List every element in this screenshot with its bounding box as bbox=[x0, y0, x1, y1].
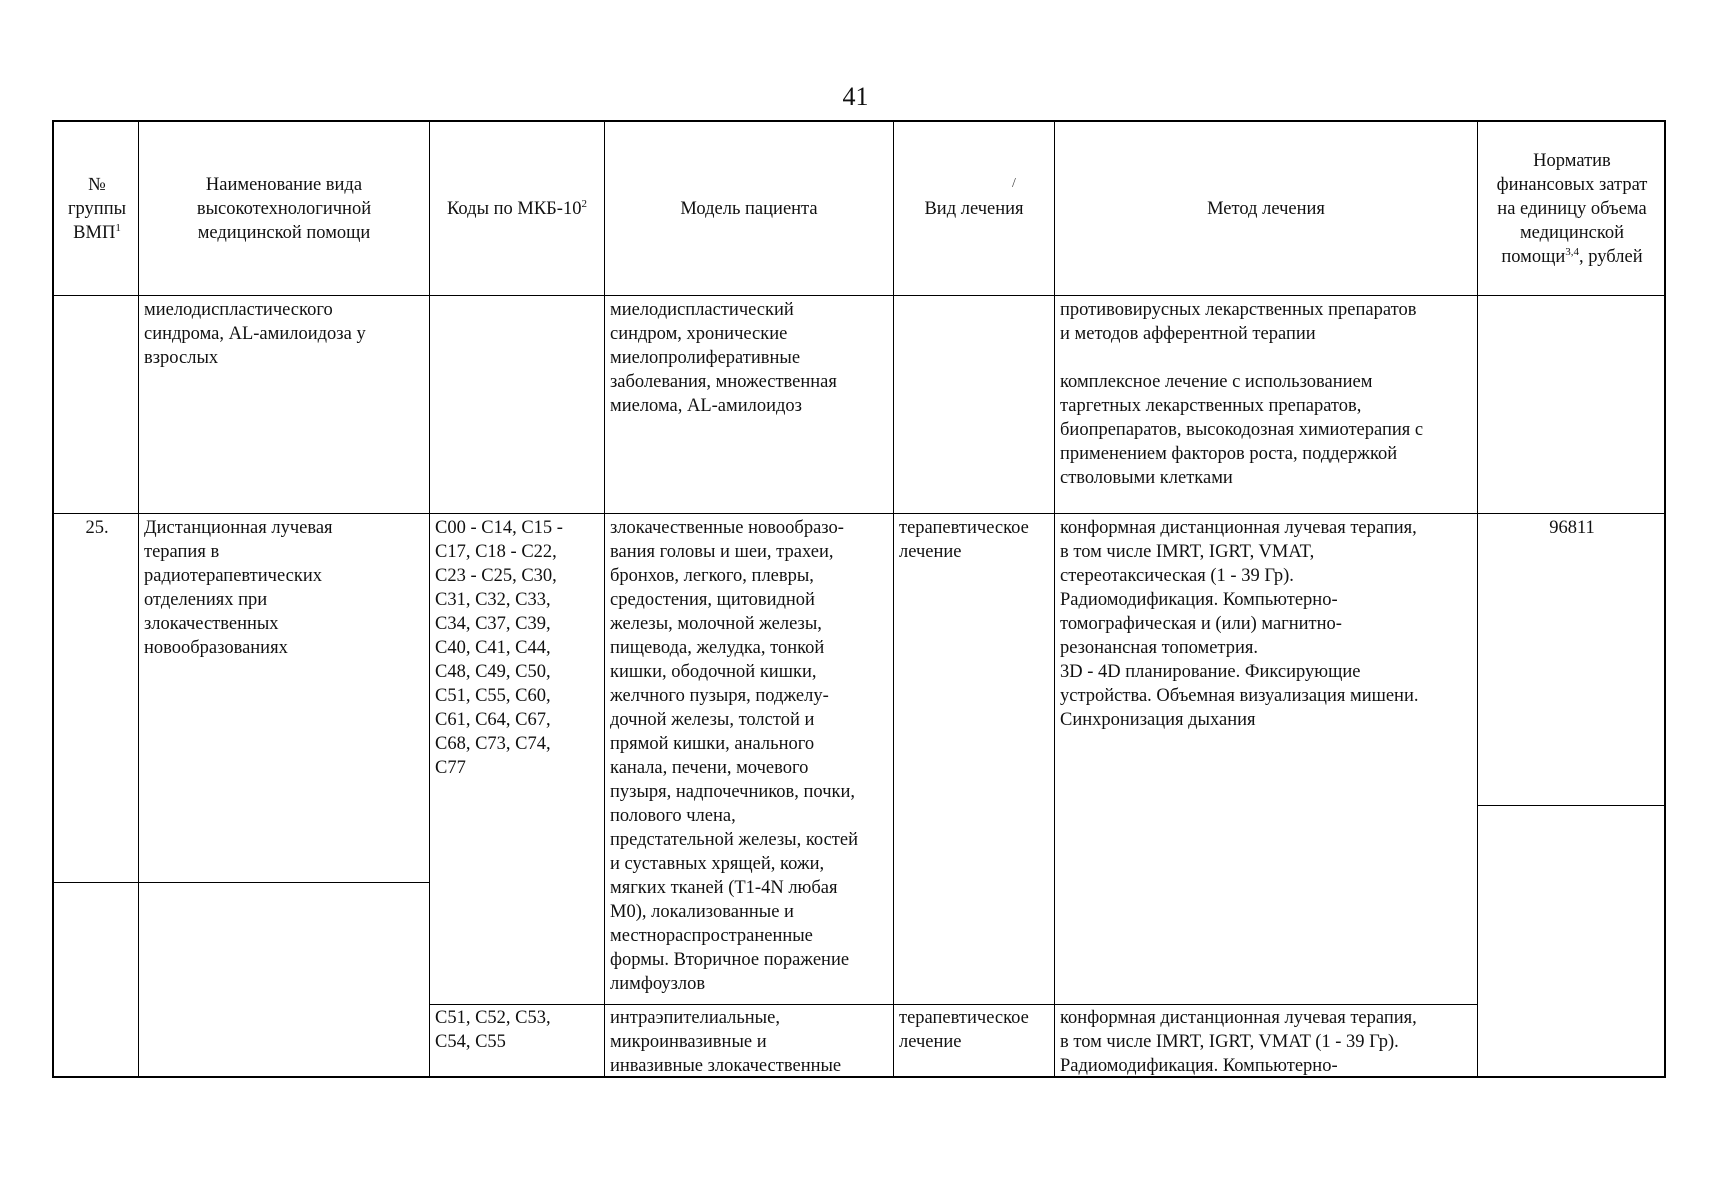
header-cost-norm bbox=[1478, 122, 1666, 295]
row-divider bbox=[1477, 805, 1666, 806]
row25a-icd-codes: C00 - C14, C15 - C17, C18 - C22, C23 - C25, C30, C31, C32, C33, C34, C37, C39, C40, C41, C44, C48, C49, C50, C51, C55, C60, C61, C64, C67, C68, C73, C74, C77 bbox=[435, 518, 563, 778]
scan-mark: / bbox=[1012, 176, 1016, 191]
header-care-type-text: Наименование вида высокотехнологичной медицинской помощи bbox=[196, 174, 372, 243]
header-treatment-method-text: Метод лечения bbox=[1207, 198, 1325, 219]
header-group-no-text: № группы ВМП bbox=[67, 174, 127, 243]
row25-cost: 96811 bbox=[1549, 518, 1595, 538]
cont-care-type: миелодиспластического синдрома, AL-амилоидоза у взрослых bbox=[144, 300, 366, 368]
cont-method-2: комплексное лечение с использованием таргетных лекарственных препаратов, биопрепаратов, высокодозная химиотерапия с применением факторов роста, поддержкой стволовыми клетками bbox=[1060, 372, 1424, 488]
header-cost-norm-tail: , рублей bbox=[1579, 246, 1643, 267]
row25a-patient-model: злокачественные новообразо- вания головы и шеи, трахеи, бронхов, легкого, плевры, средостения, щитовидной железы, молочной железы, пищевода, желудка, тонкой кишки, ободочной кишки, желчного пузыря, поджелу- дочной железы, толстой и прямой кишки, анального канала, печени, мочевого пузыря, надпочечников, почки, полового члена, предстательной железы, костей и суставных хрящей, кожи, мягких тканей (T1-4N любая M0), локализованные и местнораспространенные формы. Вторичное поражение лимфоузлов bbox=[610, 518, 858, 994]
header-treatment-method bbox=[1055, 122, 1477, 295]
footnote-ref: 3,4 bbox=[1565, 245, 1580, 258]
header-treatment-type-text: Вид лечения bbox=[924, 198, 1024, 219]
row25b-patient-model: интраэпителиальные, микроинвазивные и инвазивные злокачественные bbox=[610, 1008, 842, 1076]
header-divider bbox=[54, 295, 1666, 296]
header-group-no bbox=[56, 122, 138, 295]
header-patient-model-text: Модель пациента bbox=[680, 198, 818, 219]
footnote-ref: 1 bbox=[115, 221, 121, 234]
row25b-treatment-type: терапевтическое лечение bbox=[899, 1008, 1029, 1052]
row-divider bbox=[54, 882, 429, 883]
vmp-table bbox=[52, 120, 1666, 1078]
footnote-ref: 2 bbox=[581, 197, 587, 210]
header-cost-norm-text: Норматив финансовых затрат на единицу объема медицинской помощи bbox=[1496, 150, 1648, 267]
row25b-icd-codes: C51, C52, C53, C54, C55 bbox=[435, 1008, 551, 1052]
header-care-type bbox=[139, 122, 429, 295]
row-divider bbox=[54, 513, 1666, 514]
row25a-treatment-type: терапевтическое лечение bbox=[899, 518, 1029, 562]
row-divider bbox=[429, 1004, 1477, 1005]
row25-group-no: 25. bbox=[85, 518, 109, 538]
cont-patient-model: миелодиспластический синдром, хронические миелопролиферативные заболевания, множественная миелома, AL-амилоидоз bbox=[610, 300, 837, 416]
header-patient-model bbox=[605, 122, 893, 295]
cont-method-1: противовирусных лекарственных препаратов и методов афферентной терапии bbox=[1060, 300, 1417, 344]
row25b-treatment-method: конформная дистанционная лучевая терапия, в том числе IMRT, IGRT, VMAT (1 - 39 Гр). Радиомодификация. Компьютерно- bbox=[1060, 1008, 1417, 1076]
header-icd-codes-text: Коды по МКБ-10 bbox=[447, 198, 582, 219]
row25a-treatment-method: конформная дистанционная лучевая терапия, в том числе IMRT, IGRT, VMAT, стереотаксическая (1 - 39 Гр). Радиомодификация. Компьютерно- томографическая и (или) магнитно- резонансная топометрия. 3D - 4D планирование. Фиксирующие устройства. Объемная визуализация мишени. Синхронизация дыхания bbox=[1060, 518, 1419, 730]
header-icd-codes bbox=[430, 122, 604, 295]
page-number: 41 bbox=[842, 82, 869, 111]
header-treatment-type bbox=[894, 122, 1054, 295]
row25-care-type: Дистанционная лучевая терапия в радиотерапевтических отделениях при злокачественных новообразованиях bbox=[144, 518, 333, 658]
